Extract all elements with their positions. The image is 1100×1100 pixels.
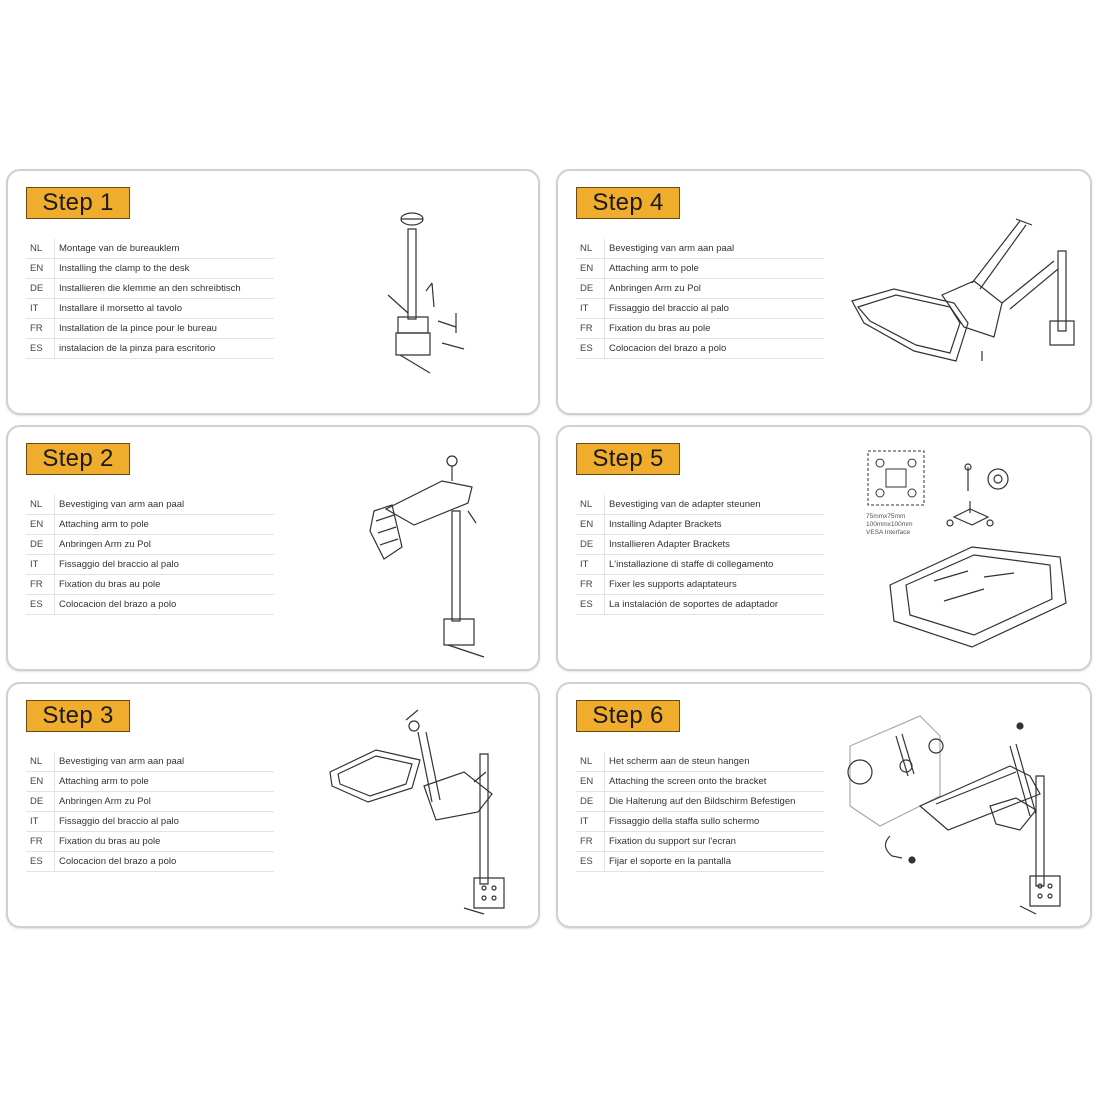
table-row: FR Fixation du bras au pole [576, 319, 824, 339]
table-row: EN Attaching arm to pole [26, 515, 274, 535]
step-5-card [556, 425, 1092, 671]
table-row: DE Die Halterung auf den Bildschirm Befestigen [576, 792, 824, 812]
table-row: NL Bevestiging van de adapter steunen [576, 495, 824, 515]
step-6-badge: Step 6 [576, 700, 680, 732]
table-row: DE Installieren die klemme an den schreibtisch [26, 279, 274, 299]
arm-to-pole-illustration [844, 211, 1084, 371]
step-4-badge: Step 4 [576, 187, 680, 219]
table-row: IT Fissaggio del braccio al palo [26, 555, 274, 575]
step-4-instructions [576, 239, 824, 359]
table-row: ES Colocacion del brazo a polo [26, 852, 274, 872]
desk-clamp-illustration [368, 203, 478, 383]
table-row: FR Fixation du bras au pole [26, 832, 274, 852]
arm-attach-illustration [364, 451, 504, 661]
table-row: EN Attaching the screen onto the bracket [576, 772, 824, 792]
table-row: ES instalacion de la pinza para escritorio [26, 339, 274, 359]
step-1-card [6, 169, 540, 415]
table-row: ES La instalación de soportes de adaptador [576, 595, 824, 615]
table-row: NL Montage van de bureauklem [26, 239, 274, 259]
table-row: NL Bevestiging van arm aan paal [26, 495, 274, 515]
table-row: IT L'installazione di staffe di collegamento [576, 555, 824, 575]
adapter-bracket-illustration [884, 461, 1080, 651]
screen-mount-illustration [840, 706, 1086, 918]
table-row: DE Installieren Adapter Brackets [576, 535, 824, 555]
table-row: DE Anbringen Arm zu Pol [576, 279, 824, 299]
table-row: EN Installing Adapter Brackets [576, 515, 824, 535]
step-3-card [6, 682, 540, 928]
table-row: EN Attaching arm to pole [26, 772, 274, 792]
second-arm-illustration [324, 702, 534, 916]
step-2-card [6, 425, 540, 671]
step-2-instructions [26, 495, 274, 615]
table-row: IT Fissaggio del braccio al palo [26, 812, 274, 832]
table-row: DE Anbringen Arm zu Pol [26, 792, 274, 812]
table-row: DE Anbringen Arm zu Pol [26, 535, 274, 555]
step-6-card [556, 682, 1092, 928]
step-5-instructions [576, 495, 824, 615]
table-row: FR Installation de la pince pour le bureau [26, 319, 274, 339]
table-row: ES Colocacion del brazo a polo [576, 339, 824, 359]
table-row: NL Bevestiging van arm aan paal [26, 752, 274, 772]
table-row: IT Fissaggio della staffa sullo schermo [576, 812, 824, 832]
table-row: IT Installare il morsetto al tavolo [26, 299, 274, 319]
step-3-badge: Step 3 [26, 700, 130, 732]
step-5-badge: Step 5 [576, 443, 680, 475]
table-row: FR Fixer les supports adaptateurs [576, 575, 824, 595]
table-row: FR Fixation du support sur l'ecran [576, 832, 824, 852]
step-1-badge: Step 1 [26, 187, 130, 219]
table-row: EN Attaching arm to pole [576, 259, 824, 279]
step-3-instructions [26, 752, 274, 872]
table-row: EN Installing the clamp to the desk [26, 259, 274, 279]
table-row: ES Fijar el soporte en la pantalla [576, 852, 824, 872]
step-1-instructions [26, 239, 274, 359]
table-row: NL Bevestiging van arm aan paal [576, 239, 824, 259]
step-6-instructions [576, 752, 824, 872]
table-row: IT Fissaggio del braccio al palo [576, 299, 824, 319]
step-4-card [556, 169, 1092, 415]
table-row: NL Het scherm aan de steun hangen [576, 752, 824, 772]
table-row: ES Colocacion del brazo a polo [26, 595, 274, 615]
table-row: FR Fixation du bras au pole [26, 575, 274, 595]
vesa-caption: 75mmx75mm 100mmx100mm VESA Interface [866, 513, 913, 536]
step-2-badge: Step 2 [26, 443, 130, 475]
